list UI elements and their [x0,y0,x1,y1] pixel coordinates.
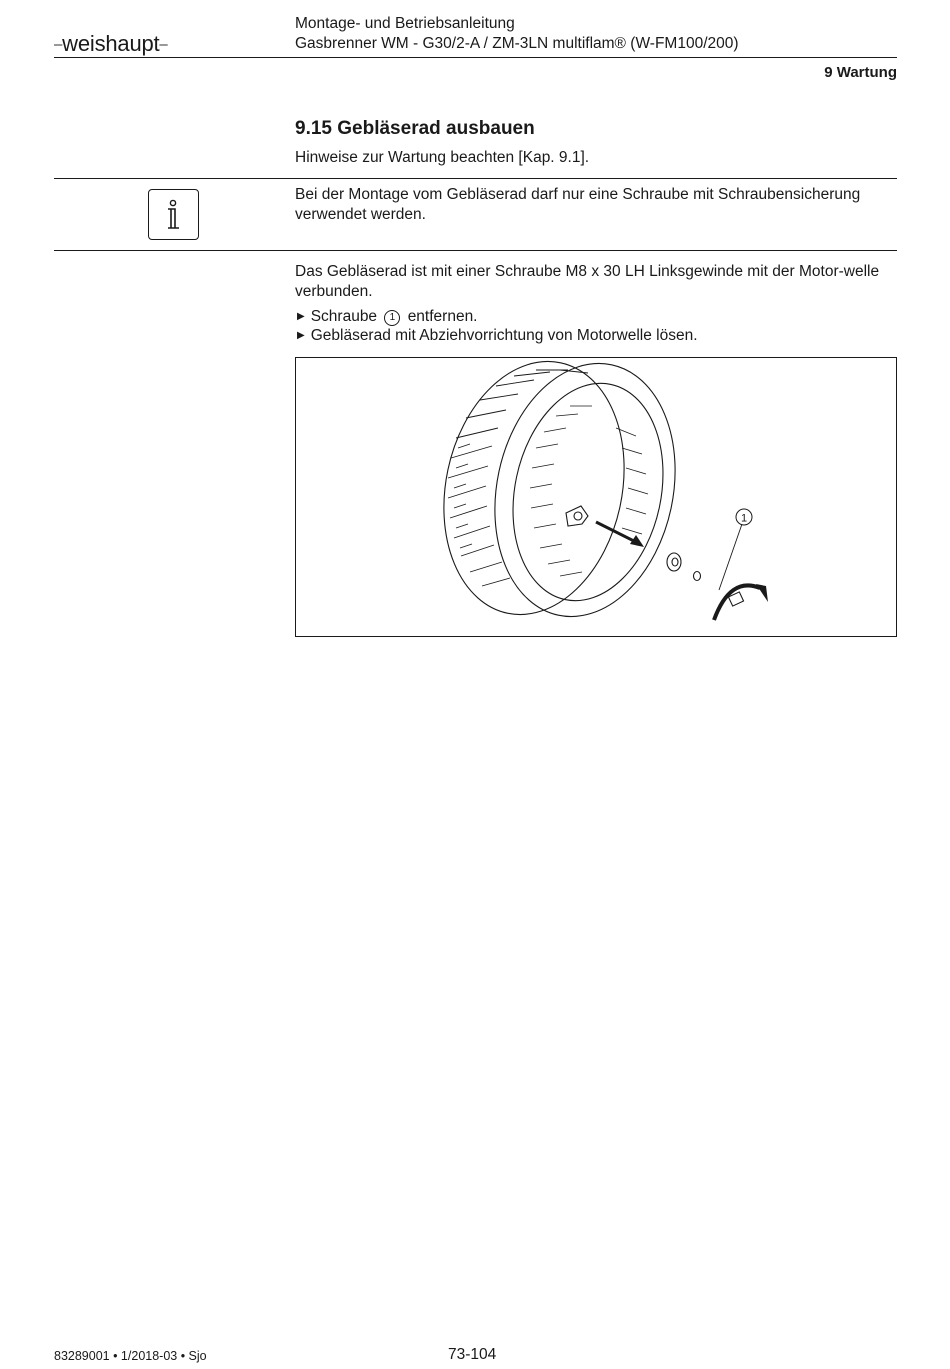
section-title: 9.15 Gebläserad ausbauen [295,118,535,139]
step-item: ▶ Schraube 1 entfernen. [297,308,478,325]
page-number: 73-104 [448,1346,497,1363]
doc-subtitle: Gasbrenner WM - G30/2-A / ZM-3LN multiflam® (W-FM100/200) [295,35,739,52]
doc-title: Montage- und Betriebsanleitung [295,15,515,32]
brand-logo: –weishaupt– [54,31,168,56]
figure-callout-label: 1 [740,512,748,525]
header-rule [54,57,897,58]
step-item: ▶ Gebläserad mit Abziehvorrichtung von Motorwelle lösen. [297,327,698,344]
callout-ref: 1 [384,310,400,326]
bullet-triangle-icon: ▶ [297,330,305,341]
section-intro: Hinweise zur Wartung beachten [Kap. 9.1]. [295,149,590,166]
chapter-label: 9 Wartung [824,64,897,81]
footer-doc-info: 83289001 • 1/2018-03 • Sjo [54,1349,207,1363]
info-icon [148,189,199,240]
info-note-text: Bei der Montage vom Gebläserad darf nur eine Schraube mit Schraubensicherung verwendet werden. [295,186,861,223]
note-bottom-rule [54,250,897,251]
fan-wheel-drawing [296,358,896,636]
note-top-rule [54,178,897,179]
fan-wheel-figure [295,357,897,637]
bullet-triangle-icon: ▶ [297,311,305,322]
body-paragraph: Das Gebläserad ist mit einer Schraube M8 x 30 LH Linksgewinde mit der Motor-welle verbunden. [295,263,880,300]
